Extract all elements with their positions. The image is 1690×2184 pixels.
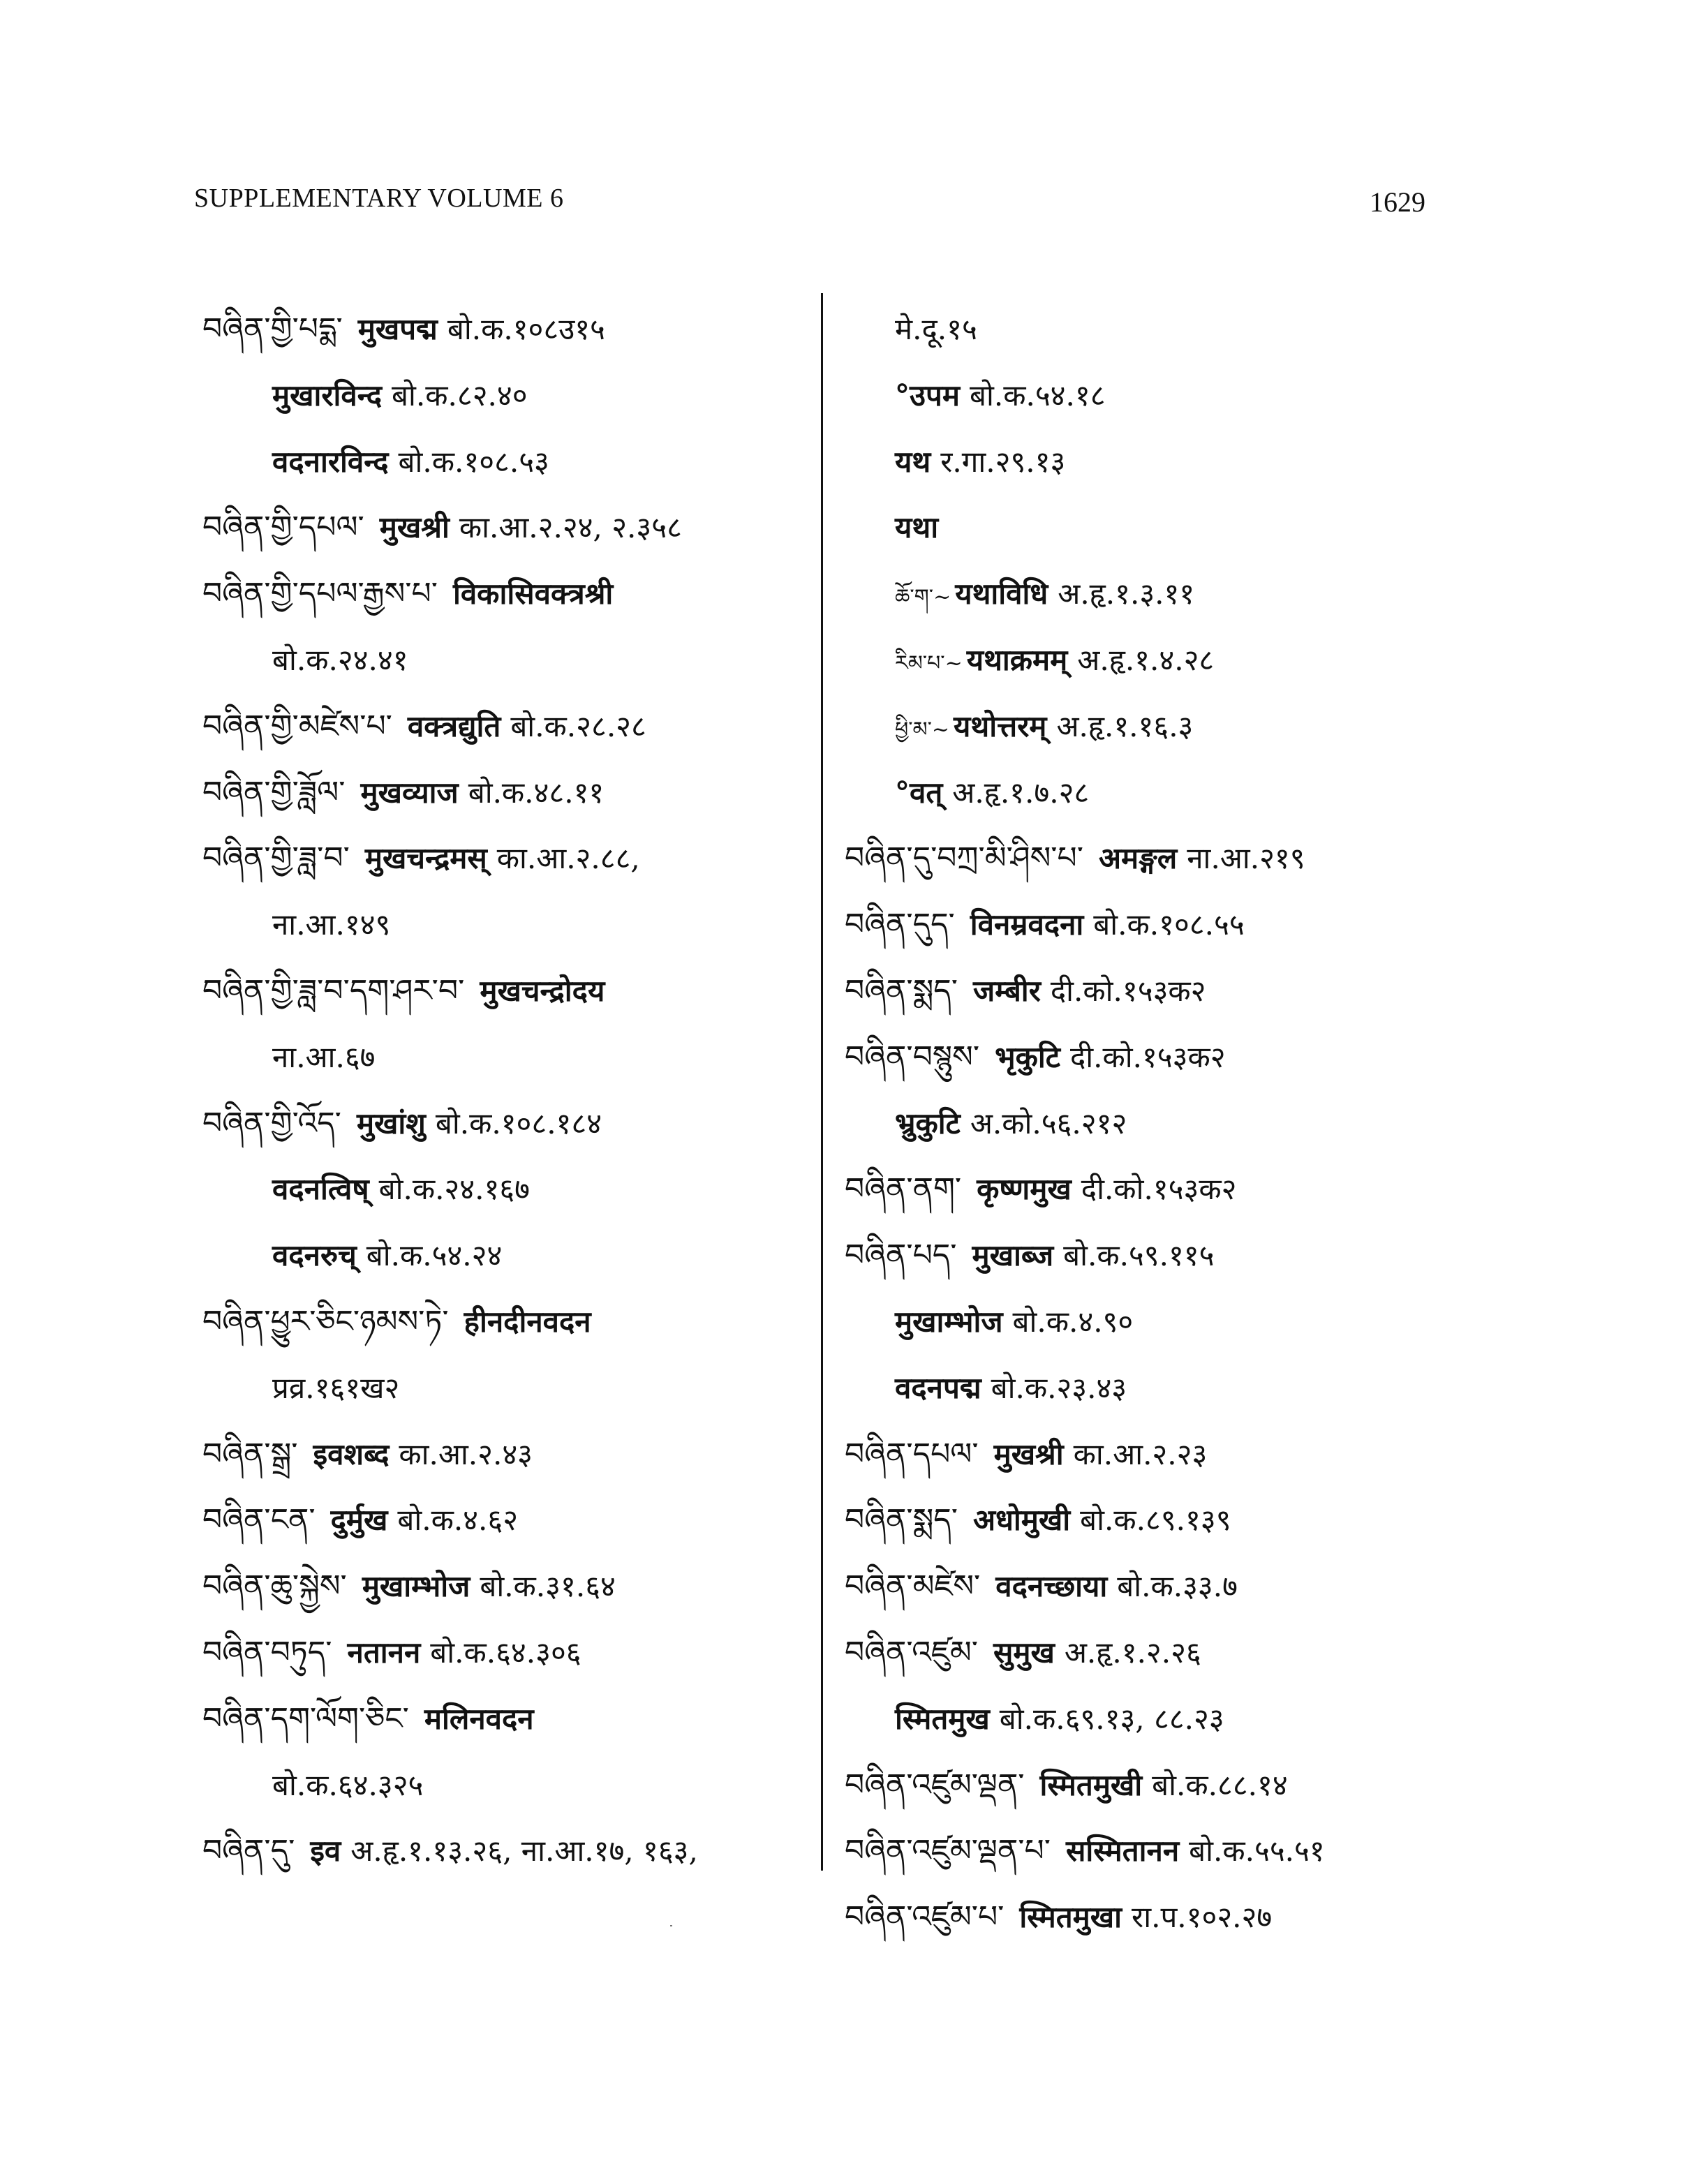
citation: ना.आ.६७ [272, 1039, 376, 1074]
entry-line [202, 363, 817, 429]
sanskrit-term: अमङ्गल [1098, 841, 1178, 876]
entry-line [202, 1091, 817, 1157]
citation: मे.दू.१५ [895, 312, 977, 346]
citation: का.आ.२.२३ [1073, 1436, 1208, 1471]
citation: रा.प.१०२.२७ [1132, 1900, 1273, 1935]
running-title: SUPPLEMENTARY VOLUME 6 [194, 184, 564, 213]
citation: बो.क.८९.१३९ [1080, 1503, 1231, 1538]
citation: बो.क.२३.४३ [991, 1370, 1127, 1405]
sanskrit-term: °उपम [895, 378, 960, 413]
tibetan-headword: བཞིན་བསྙུས་ [845, 1039, 980, 1075]
sanskrit-term: मुखांशु [356, 1106, 426, 1141]
sanskrit-term: वदनपद्म [895, 1370, 981, 1405]
citation: अ.हृ.१.४.२८ [1077, 642, 1215, 677]
sanskrit-term: सस्मितानन [1065, 1834, 1180, 1869]
entry-line [202, 892, 817, 958]
sanskrit-term: वदनरुच् [272, 1238, 357, 1273]
entry-line [845, 1422, 1543, 1488]
citation: का.आ.२.८८, [496, 841, 640, 876]
tibetan-headword: བཞིན་ངན་ [202, 1502, 316, 1538]
tibetan-headword: བཞིན་དུ་བཀྲ་མི་ཤིས་པ་ [845, 840, 1083, 877]
entry-line [202, 958, 817, 1025]
tibetan-headword: བཞིན་སྒྲ་ [202, 1436, 298, 1472]
entry-line [845, 760, 1543, 826]
tibetan-headword: བཞིན་འཛུམ་ལྡན་པ་ [845, 1833, 1051, 1869]
tibetan-headword: བཞིན་གྱི་ཟླ་བ་ [202, 840, 350, 877]
entry-line [845, 1554, 1543, 1620]
citation: अ.हृ.१.३.११ [1058, 577, 1195, 611]
citation: बो.क.८८.१४ [1152, 1767, 1288, 1802]
tibetan-prefix: རིམ་པ་~ [895, 651, 963, 676]
tibetan-headword: བཞིན་གྱི་ཟླ་བ་དག་ཤར་བ་ [202, 972, 465, 1009]
column-divider [821, 293, 823, 1871]
entry-line [845, 1157, 1543, 1223]
sanskrit-term: विनम्रवदना [970, 907, 1084, 942]
entry-line [845, 826, 1543, 892]
sanskrit-term: नतानन [347, 1635, 421, 1670]
entry-line [845, 363, 1543, 429]
entry-line [202, 495, 817, 561]
citation: बो.क.१०८उ१५ [447, 312, 605, 346]
tibetan-headword: བཞིན་འཛུམ་ [845, 1634, 978, 1670]
tibetan-headword: བཞིན་དག་ལོག་ཅིང་ [202, 1700, 409, 1737]
citation: बो.क.४.६२ [397, 1503, 519, 1538]
entry-line [845, 892, 1543, 958]
citation: बो.क.५९.११५ [1063, 1238, 1215, 1273]
entry-line [845, 297, 1543, 363]
citation: बो.क.४८.११ [468, 775, 605, 810]
sanskrit-term: मुखारविन्द [272, 378, 383, 413]
tibetan-headword: བཞིན་གྱི་འོད་ [202, 1105, 341, 1141]
sanskrit-term: मुखाम्भोज [895, 1304, 1003, 1339]
tibetan-headword: བཞིན་དུ་ [202, 1833, 295, 1869]
entry-line [202, 1289, 817, 1355]
entry-line [202, 561, 817, 627]
tibetan-headword: བཞིན་གྱི་དཔལ་རྒྱས་པ་ [202, 576, 438, 612]
entry-line [202, 1025, 817, 1091]
entry-line [845, 958, 1543, 1025]
page-number: 1629 [1370, 186, 1425, 218]
sanskrit-term: मुखव्याज [360, 775, 459, 810]
tibetan-prefix: ཕྱི་མ་~ [895, 717, 950, 742]
citation: बो.क.४.९० [1012, 1304, 1134, 1339]
sanskrit-term: मुखपद्म [357, 312, 438, 346]
entry-line [845, 1091, 1543, 1157]
right-column [845, 297, 1543, 1951]
sanskrit-term: सुमुख [993, 1635, 1055, 1670]
entry-line [845, 495, 1543, 561]
tibetan-headword: བཞིན་མཛེས་ [845, 1568, 981, 1605]
sanskrit-term: हीनदीनवदन [464, 1304, 591, 1339]
entry-line [202, 429, 817, 496]
entry-line [202, 297, 817, 363]
citation: बो.क.६४.३०६ [430, 1635, 581, 1670]
entry-line [845, 1355, 1543, 1422]
citation: दी.को.१५३क२ [1081, 1172, 1237, 1207]
left-column [202, 297, 817, 1885]
entry-line [845, 1025, 1543, 1091]
sanskrit-term: यथोत्तरम् [954, 708, 1047, 743]
entry-line [202, 1355, 817, 1422]
entry-line [202, 1686, 817, 1753]
tibetan-headword: བཞིན་ཕྱུར་ཅིང་ཉམས་ཏེ་ [202, 1303, 449, 1339]
sanskrit-term: मुखचन्द्रोदय [480, 973, 605, 1008]
tibetan-headword: བཞིན་གྱི་ཟློལ་ [202, 774, 346, 810]
citation: बो.क.५४.१८ [970, 378, 1106, 413]
entry-line [202, 627, 817, 694]
sanskrit-term: भृकुटि [995, 1039, 1060, 1074]
scan-speck [670, 1925, 672, 1926]
citation: बो.क.६४.३२५ [272, 1767, 424, 1802]
citation: बो.क.८२.४० [392, 378, 528, 413]
entry-line [845, 1753, 1543, 1819]
entry-line [202, 826, 817, 892]
sanskrit-term: यथाविधि [955, 577, 1048, 611]
tibetan-headword: བཞིན་པད་ [845, 1238, 957, 1274]
tibetan-headword: བཞིན་འཛུམ་པ་ [845, 1899, 1005, 1936]
tibetan-headword: བཞིན་གྱི་པདྨ་ [202, 311, 343, 347]
entry-line [845, 561, 1543, 627]
sanskrit-term: स्मितमुख [895, 1701, 990, 1736]
sanskrit-term: मुखाम्भोज [362, 1569, 470, 1604]
entry-line [845, 1686, 1543, 1753]
sanskrit-term: वदनच्छाया [995, 1569, 1108, 1604]
tibetan-headword: བཞིན་ཆུ་སྐྱེས་ [202, 1568, 347, 1605]
sanskrit-term: दुर्मुख [330, 1503, 388, 1538]
citation: बो.क.२४.१६७ [378, 1172, 530, 1207]
sanskrit-term: अधोमुखी [973, 1503, 1071, 1538]
sanskrit-term: मुखचन्द्रमस् [364, 841, 487, 876]
entry-line [202, 1487, 817, 1554]
entry-line [202, 1223, 817, 1289]
citation: बो.क.१०८.१८४ [435, 1106, 602, 1141]
citation: प्रव्र.१६१ख२ [272, 1370, 400, 1405]
tibetan-headword: བཞིན་དུད་ [845, 907, 955, 943]
citation: अ.हृ.१.२.२६ [1064, 1635, 1201, 1670]
sanskrit-term: वक्त्रद्युति [407, 708, 501, 743]
entry-line [845, 429, 1543, 496]
sanskrit-term: वदनत्विष् [272, 1172, 369, 1207]
citation: बो.क.३१.६४ [480, 1569, 616, 1604]
sanskrit-term: यथा [895, 510, 939, 545]
citation: बो.क.५४.२४ [366, 1238, 503, 1273]
sanskrit-term: वदनारविन्द [272, 444, 389, 479]
tibetan-prefix: ཆོ་ག་~ [895, 585, 951, 610]
entry-line [845, 694, 1543, 760]
citation: अ.हृ.१.१६.३ [1056, 708, 1194, 743]
entry-line [845, 1289, 1543, 1355]
tibetan-headword: བཞིན་སྨད་ [845, 1502, 958, 1538]
citation: अ.हृ.१.१३.२६, ना.आ.१७, १६३, [350, 1834, 698, 1869]
citation: अ.को.५६.२१२ [970, 1106, 1127, 1141]
entry-line [202, 694, 817, 760]
sanskrit-term: मुखश्री [379, 510, 450, 545]
citation: बो.क.६९.१३, ८८.२३ [999, 1701, 1224, 1736]
entry-line [202, 1753, 817, 1819]
entry-line [845, 1818, 1543, 1885]
sanskrit-term: जम्बीर [973, 973, 1041, 1008]
entry-line [202, 1422, 817, 1488]
entry-line [202, 1157, 817, 1223]
entry-line [202, 760, 817, 826]
tibetan-headword: བཞིན་གྱི་མཛེས་པ་ [202, 708, 392, 744]
citation: दी.को.१५३क२ [1050, 973, 1206, 1008]
tibetan-headword: བཞིན་འཛུམ་ལྡན་ [845, 1767, 1025, 1803]
citation: बो.क.२८.२८ [510, 708, 646, 743]
citation: बो.क.५५.५१ [1189, 1834, 1325, 1869]
sanskrit-term: स्मितमुखा [1019, 1900, 1122, 1935]
sanskrit-term: इव [310, 1834, 341, 1869]
citation: ना.आ.२१९ [1187, 841, 1305, 876]
sanskrit-term: यथ [895, 444, 931, 479]
citation: अ.हृ.१.७.२८ [952, 775, 1090, 810]
entry-line [845, 1620, 1543, 1686]
tibetan-headword: བཞིན་གྱི་དཔལ་ [202, 510, 364, 546]
citation: दी.को.१५३क२ [1069, 1039, 1226, 1074]
citation: र.गा.२९.१३ [940, 444, 1066, 479]
sanskrit-term: कृष्णमुख [977, 1172, 1072, 1207]
sanskrit-term: मुखाब्ज [972, 1238, 1054, 1273]
entry-line [202, 1620, 817, 1686]
tibetan-headword: བཞིན་སྨད་ [845, 972, 958, 1009]
sanskrit-term: विकासिवक्त्रश्री [452, 577, 614, 611]
sanskrit-term: मुखश्री [993, 1436, 1064, 1471]
citation: का.आ.२.४३ [399, 1436, 533, 1471]
tibetan-headword: བཞིན་བཏུད་ [202, 1634, 332, 1670]
entry-line [845, 1487, 1543, 1554]
citation: का.आ.२.२४, २.३५८ [459, 510, 682, 545]
sanskrit-term: मलिनवदन [424, 1701, 534, 1736]
tibetan-headword: བཞིན་ནག་ [845, 1171, 962, 1208]
entry-line [202, 1554, 817, 1620]
citation: बो.क.१०८.५५ [1093, 907, 1245, 942]
entry-line [845, 627, 1543, 694]
entry-line [845, 1885, 1543, 1951]
sanskrit-term: यथाक्रमम् [966, 642, 1068, 677]
entry-line [202, 1818, 817, 1885]
tibetan-headword: བཞིན་དཔལ་ [845, 1436, 979, 1472]
citation: ना.आ.१४९ [272, 907, 391, 942]
citation: बो.क.२४.४१ [272, 642, 408, 677]
entry-line [845, 1223, 1543, 1289]
sanskrit-term: स्मितमुखी [1039, 1767, 1143, 1802]
citation: बो.क.१०८.५३ [398, 444, 549, 479]
sanskrit-term: भ्रुकुटि [895, 1106, 961, 1141]
citation: बो.क.३३.७ [1117, 1569, 1238, 1604]
sanskrit-term: °वत् [895, 775, 943, 810]
sanskrit-term: इवशब्द [313, 1436, 390, 1471]
